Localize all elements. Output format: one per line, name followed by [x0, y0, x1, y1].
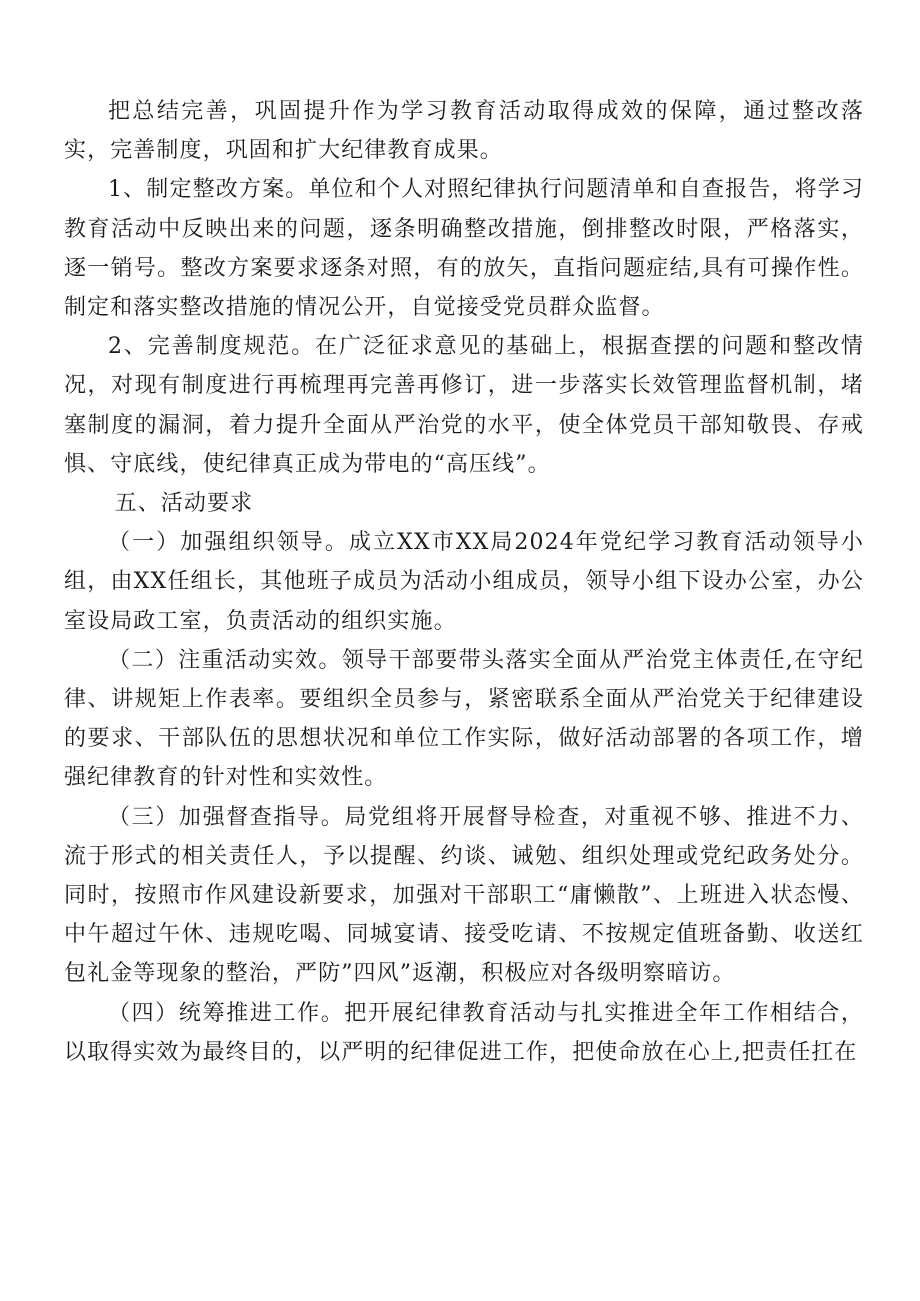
paragraph-item-2: 2、完善制度规范。在广泛征求意见的基础上，根据查摆的问题和整改情况，对现有制度进行再梳理再完善再修订，进一步落实长效管理监督机制，堵塞制度的漏洞，着力提升全面从严治党的水平，使全体党员干部知敬畏、存戒惧、守底线，使纪律真正成为带电的“高压线”。 [64, 334, 864, 477]
document-body [64, 92, 864, 1072]
paragraph-requirement-3: （三）加强督查指导。局党组将开展督导检查，对重视不够、推进不力、流于形式的相关责任人，予以提醒、约谈、诫勉、组织处理或党纪政务处分。同时，按照市作风建设新要求，加强对干部职工“庸懒散”、上班进入状态慢、中午超过午休、违规吃喝、同城宴请、接受吃请、不按规定值班备勤、收送红包礼金等现象的整治，严防”四风”返潮，积极应对各级明察暗访。 [64, 804, 864, 987]
paragraph-requirement-4: （四）统筹推进工作。把开展纪律教育活动与扎实推进全年工作相结合，以取得实效为最终目的，以严明的纪律促进工作，把使命放在心上,把责任扛在 [64, 1000, 864, 1065]
paragraph-item-1: 1、制定整改方案。单位和个人对照纪律执行问题清单和自查报告，将学习教育活动中反映出来的问题，逐条明确整改措施，倒排整改时限，严格落实，逐一销号。整改方案要求逐条对照，有的放矢，直指问题症结,具有可操作性。制定和落实整改措施的情况公开，自觉接受党员群众监督。 [64, 177, 864, 321]
paragraph-intro: 把总结完善，巩固提升作为学习教育活动取得成效的保障，通过整改落实，完善制度，巩固和扩大纪律教育成果。 [64, 99, 864, 164]
paragraph-requirement-2: （二）注重活动实效。领导干部要带头落实全面从严治党主体责任,在守纪律、讲规矩上作表率。要组织全员参与，紧密联系全面从严治党关于纪律建设的要求、干部队伍的思想状况和单位工作实际，做好活动部署的各项工作，增强纪律教育的针对性和实效性。 [64, 647, 864, 791]
section-heading-five: 五、活动要求 [114, 491, 254, 517]
paragraph-requirement-1: （一）加强组织领导。成立XX市XX局2024年党纪学习教育活动领导小组，由XX任组长，其他班子成员为活动小组成员，领导小组下设办公室，办公室设局政工室，负责活动的组织实施。 [64, 530, 864, 634]
